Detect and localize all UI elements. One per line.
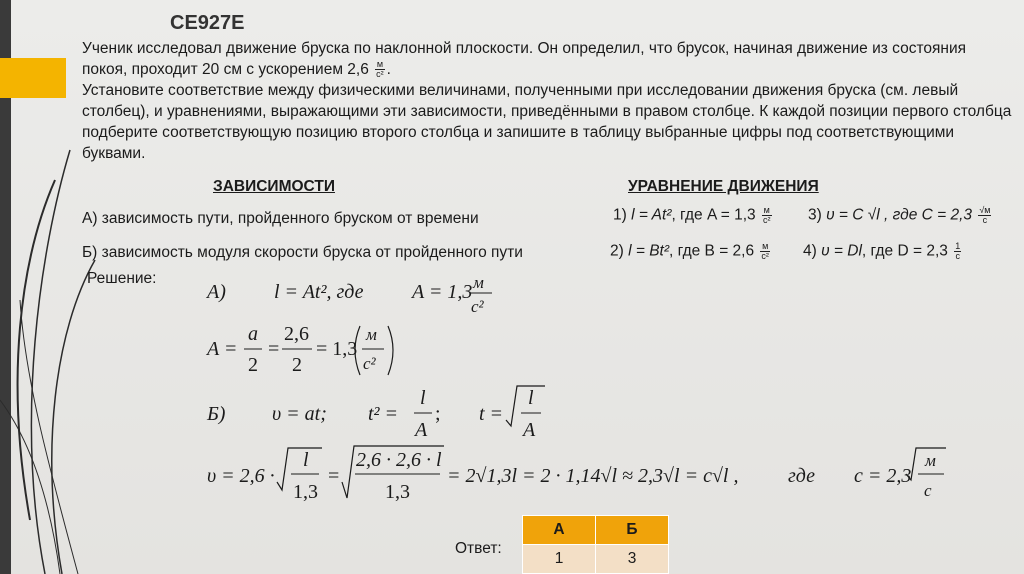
sol-b-eq1: υ = at; — [272, 403, 327, 425]
right-item-2: 2) l = Bt², где B = 2,6 $\frac{м}{\text{с²}}$ — [610, 241, 769, 261]
sol-final-gde: где — [788, 465, 816, 487]
svg-text:c²: c² — [363, 354, 376, 373]
sol-a-unit-den: c² — [471, 297, 484, 316]
svg-text:=: = — [268, 338, 280, 360]
solution-label: Решение: — [87, 270, 157, 287]
header-dependencies: ЗАВИСИМОСТИ — [213, 178, 335, 195]
sol-final-lhs: υ = 2,6 · — [207, 465, 275, 487]
answer-label: Ответ: — [455, 540, 502, 557]
sol-b-label: Б) — [207, 403, 226, 425]
sol-a2-f2-num: 2,6 — [284, 323, 309, 345]
sol-a2-f1-num: a — [248, 323, 258, 345]
svg-text:м: м — [925, 451, 936, 470]
sol-b-eq2: t² = — [368, 403, 399, 425]
sol-a-unit-num: м — [473, 273, 484, 292]
header-equations: УРАВНЕНИЕ ДВИЖЕНИЯ — [628, 178, 819, 195]
sol-a-label: А) — [207, 281, 226, 303]
svg-text:l: l — [528, 387, 534, 409]
sol-final-c: c = 2,3 — [854, 465, 912, 487]
svg-text:1,3: 1,3 — [385, 481, 410, 503]
right-item-1: 1) l = At², где A = 1,3 $\frac{м}{\text{с²}}$ — [613, 205, 771, 225]
left-item-b: Б) зависимость модуля скорости бруска от пройденного пути — [82, 244, 523, 261]
answer-cell-b[interactable]: 3 — [596, 545, 669, 574]
answer-header-a: А — [523, 516, 596, 545]
problem-statement: Ученик исследовал движение бруска по наклонной плоскости. Он определил, что брусок, начиная движение из состояния покоя, проходит 20 см с ускорением 2,6 $\frac{м}{\text{с²}}$ . Установите соответствие между физическими величинами, полученными при исследовании движения бруска (см. левый столбец), и уравнениями, выражающими эти зависимости, приведёнными в правом столбце. К каждой позиции первого столбца подберите соответствующую позицию второго столбца и запишите в таблицу выбранные цифры под соответствующими буквами. — [82, 40, 1012, 162]
slide-id: CE927E — [170, 12, 245, 34]
sol-a2-f1-den: 2 — [248, 354, 258, 376]
answer-cell-a[interactable]: 1 — [523, 545, 596, 574]
svg-text:1,3: 1,3 — [293, 481, 318, 503]
svg-text:2,6 · 2,6 · l: 2,6 · 2,6 · l — [356, 449, 442, 471]
accel-value: 2,6 — [347, 61, 369, 78]
svg-text:=: = — [328, 465, 340, 487]
svg-text:A: A — [415, 419, 428, 441]
sol-a-eq: l = At², где — [274, 281, 364, 303]
right-item-3: 3) υ = C √l , где C = 2,3 $\frac{√м}{с}$ — [808, 205, 991, 225]
sol-b-eq3: t = — [479, 403, 504, 425]
sol-a-val: A = 1,3 — [412, 281, 473, 303]
answer-table — [522, 515, 669, 574]
answer-header-b: Б — [596, 516, 669, 545]
right-item-4: 4) υ = Dl, где D = 2,3 $\frac{1}{с}$ — [803, 241, 961, 261]
problem-line2: Установите соответствие между физическими величинами, полученными при исследовании движения бруска (см. левый столбец), и уравнениями, выражающими эти зависимости, приведёнными в правом столбце. К каждой позиции первого столбца подберите соответствующую позицию второго столбца и запишите в таблицу выбранные цифры под соответствующими буквами. — [82, 82, 1012, 162]
svg-text:c: c — [924, 481, 932, 500]
sol-a2-lhs: A = — [207, 338, 238, 360]
accel-unit: $\frac{м}{\text{с²}}$ — [376, 59, 384, 80]
sol-a2-f2-den: 2 — [292, 354, 302, 376]
sol-a2-val: = 1,3 — [316, 338, 358, 360]
left-item-a: А) зависимость пути, пройденного бруском от времени — [82, 210, 479, 227]
svg-text:м: м — [366, 325, 377, 344]
svg-text:;: ; — [435, 403, 441, 425]
problem-line1: Ученик исследовал движение бруска по наклонной плоскости. Он определил, что брусок, начиная движение из состояния покоя, проходит 20 см с ускорением — [82, 40, 967, 78]
svg-text:l: l — [420, 387, 426, 409]
svg-text:l: l — [303, 449, 309, 471]
sol-final-rest: = 2√1,3l = 2 · 1,14√l ≈ 2,3√l = c√l , — [447, 465, 739, 487]
svg-text:A: A — [523, 419, 536, 441]
